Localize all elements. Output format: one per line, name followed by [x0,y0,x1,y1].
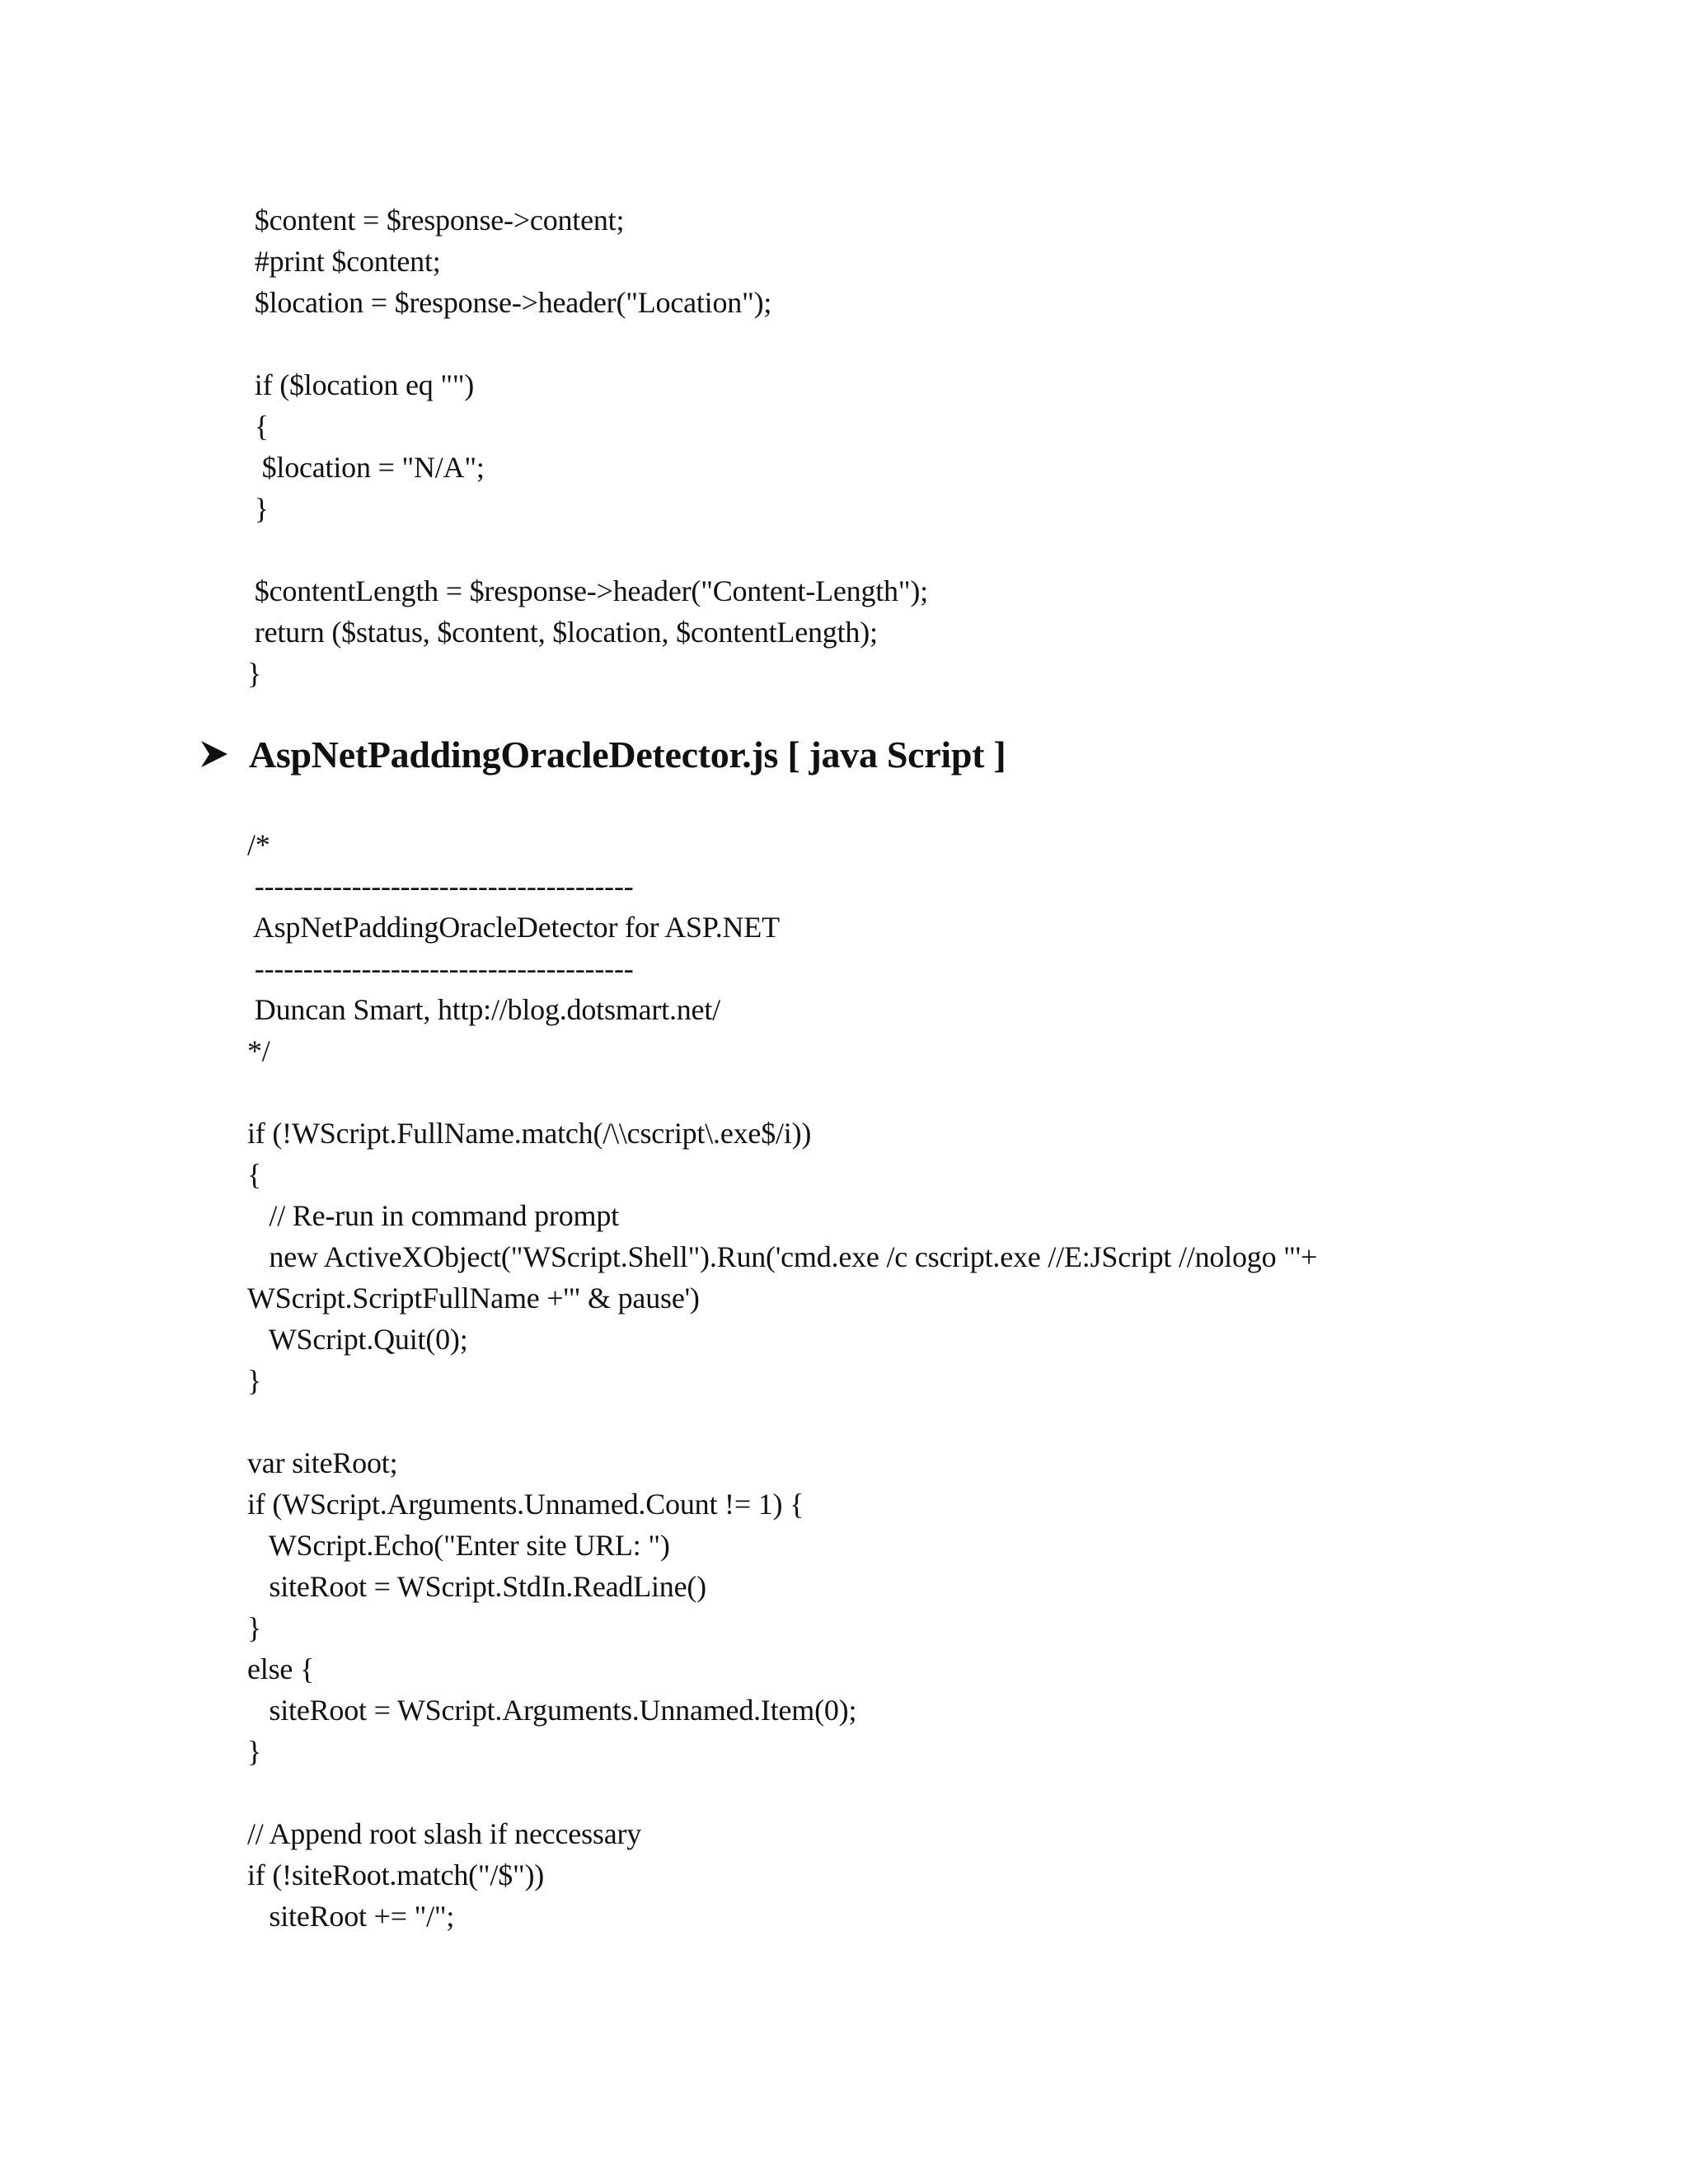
javascript-code-block [247,824,1317,1937]
code-line: AspNetPaddingOracleDetector for ASP.NET [247,911,780,944]
arrow-bullet-icon [198,738,231,771]
code-line: } [247,492,269,525]
code-line [247,529,928,570]
code-line: siteRoot = WScript.StdIn.ReadLine() [247,1570,706,1603]
section-heading [198,725,1006,783]
code-line: else { [247,1652,315,1685]
code-line [247,323,928,364]
code-line: $contentLength = $response->header("Content-Length"); [247,574,928,607]
code-line: new ActiveXObject("WScript.Shell").Run('cmd.exe /c cscript.exe //E:JScript //nologo "'+ [247,1240,1318,1273]
code-line: siteRoot = WScript.Arguments.Unnamed.Item(0); [247,1694,857,1727]
section-heading-text: AspNetPaddingOracleDetector.js [ java Script ] [249,733,1006,776]
code-line: } [247,657,262,690]
code-line: if ($location eq "") [247,368,475,401]
code-line [247,1772,1317,1813]
code-line: WScript.Echo("Enter site URL: ") [247,1529,670,1562]
code-line: siteRoot += "/"; [247,1900,455,1933]
code-line: WScript.ScriptFullName +'" & pause') [247,1282,700,1315]
code-line: if (!siteRoot.match("/$")) [247,1858,545,1891]
code-line: return ($status, $content, $location, $contentLength); [247,616,878,649]
code-line: $location = "N/A"; [247,451,485,484]
code-line: */ [247,1034,270,1067]
code-line: // Re-run in command prompt [247,1199,619,1232]
code-line: $location = $response->header("Location"); [247,286,772,319]
code-line: if (WScript.Arguments.Unnamed.Count != 1) { [247,1488,804,1521]
code-line: { [247,410,269,443]
code-line: WScript.Quit(0); [247,1323,468,1356]
code-line: { [247,1158,262,1191]
code-line: if (!WScript.FullName.match(/\\cscript\.exe$/i)) [247,1117,812,1150]
perl-code-block [247,199,928,694]
code-line: Duncan Smart, http://blog.dotsmart.net/ [247,993,720,1026]
code-line: var siteRoot; [247,1446,398,1479]
code-line: --------------------------------------- [247,952,634,985]
code-line: } [247,1364,262,1397]
code-line: --------------------------------------- [247,869,634,902]
code-line: /* [247,828,270,861]
code-line: } [247,1735,262,1768]
code-line: // Append root slash if neccessary [247,1817,642,1850]
code-line [247,1071,1317,1113]
code-line [247,1401,1317,1442]
code-line: #print $content; [247,245,441,278]
code-line: $content = $response->content; [247,204,625,237]
code-line: } [247,1611,262,1644]
